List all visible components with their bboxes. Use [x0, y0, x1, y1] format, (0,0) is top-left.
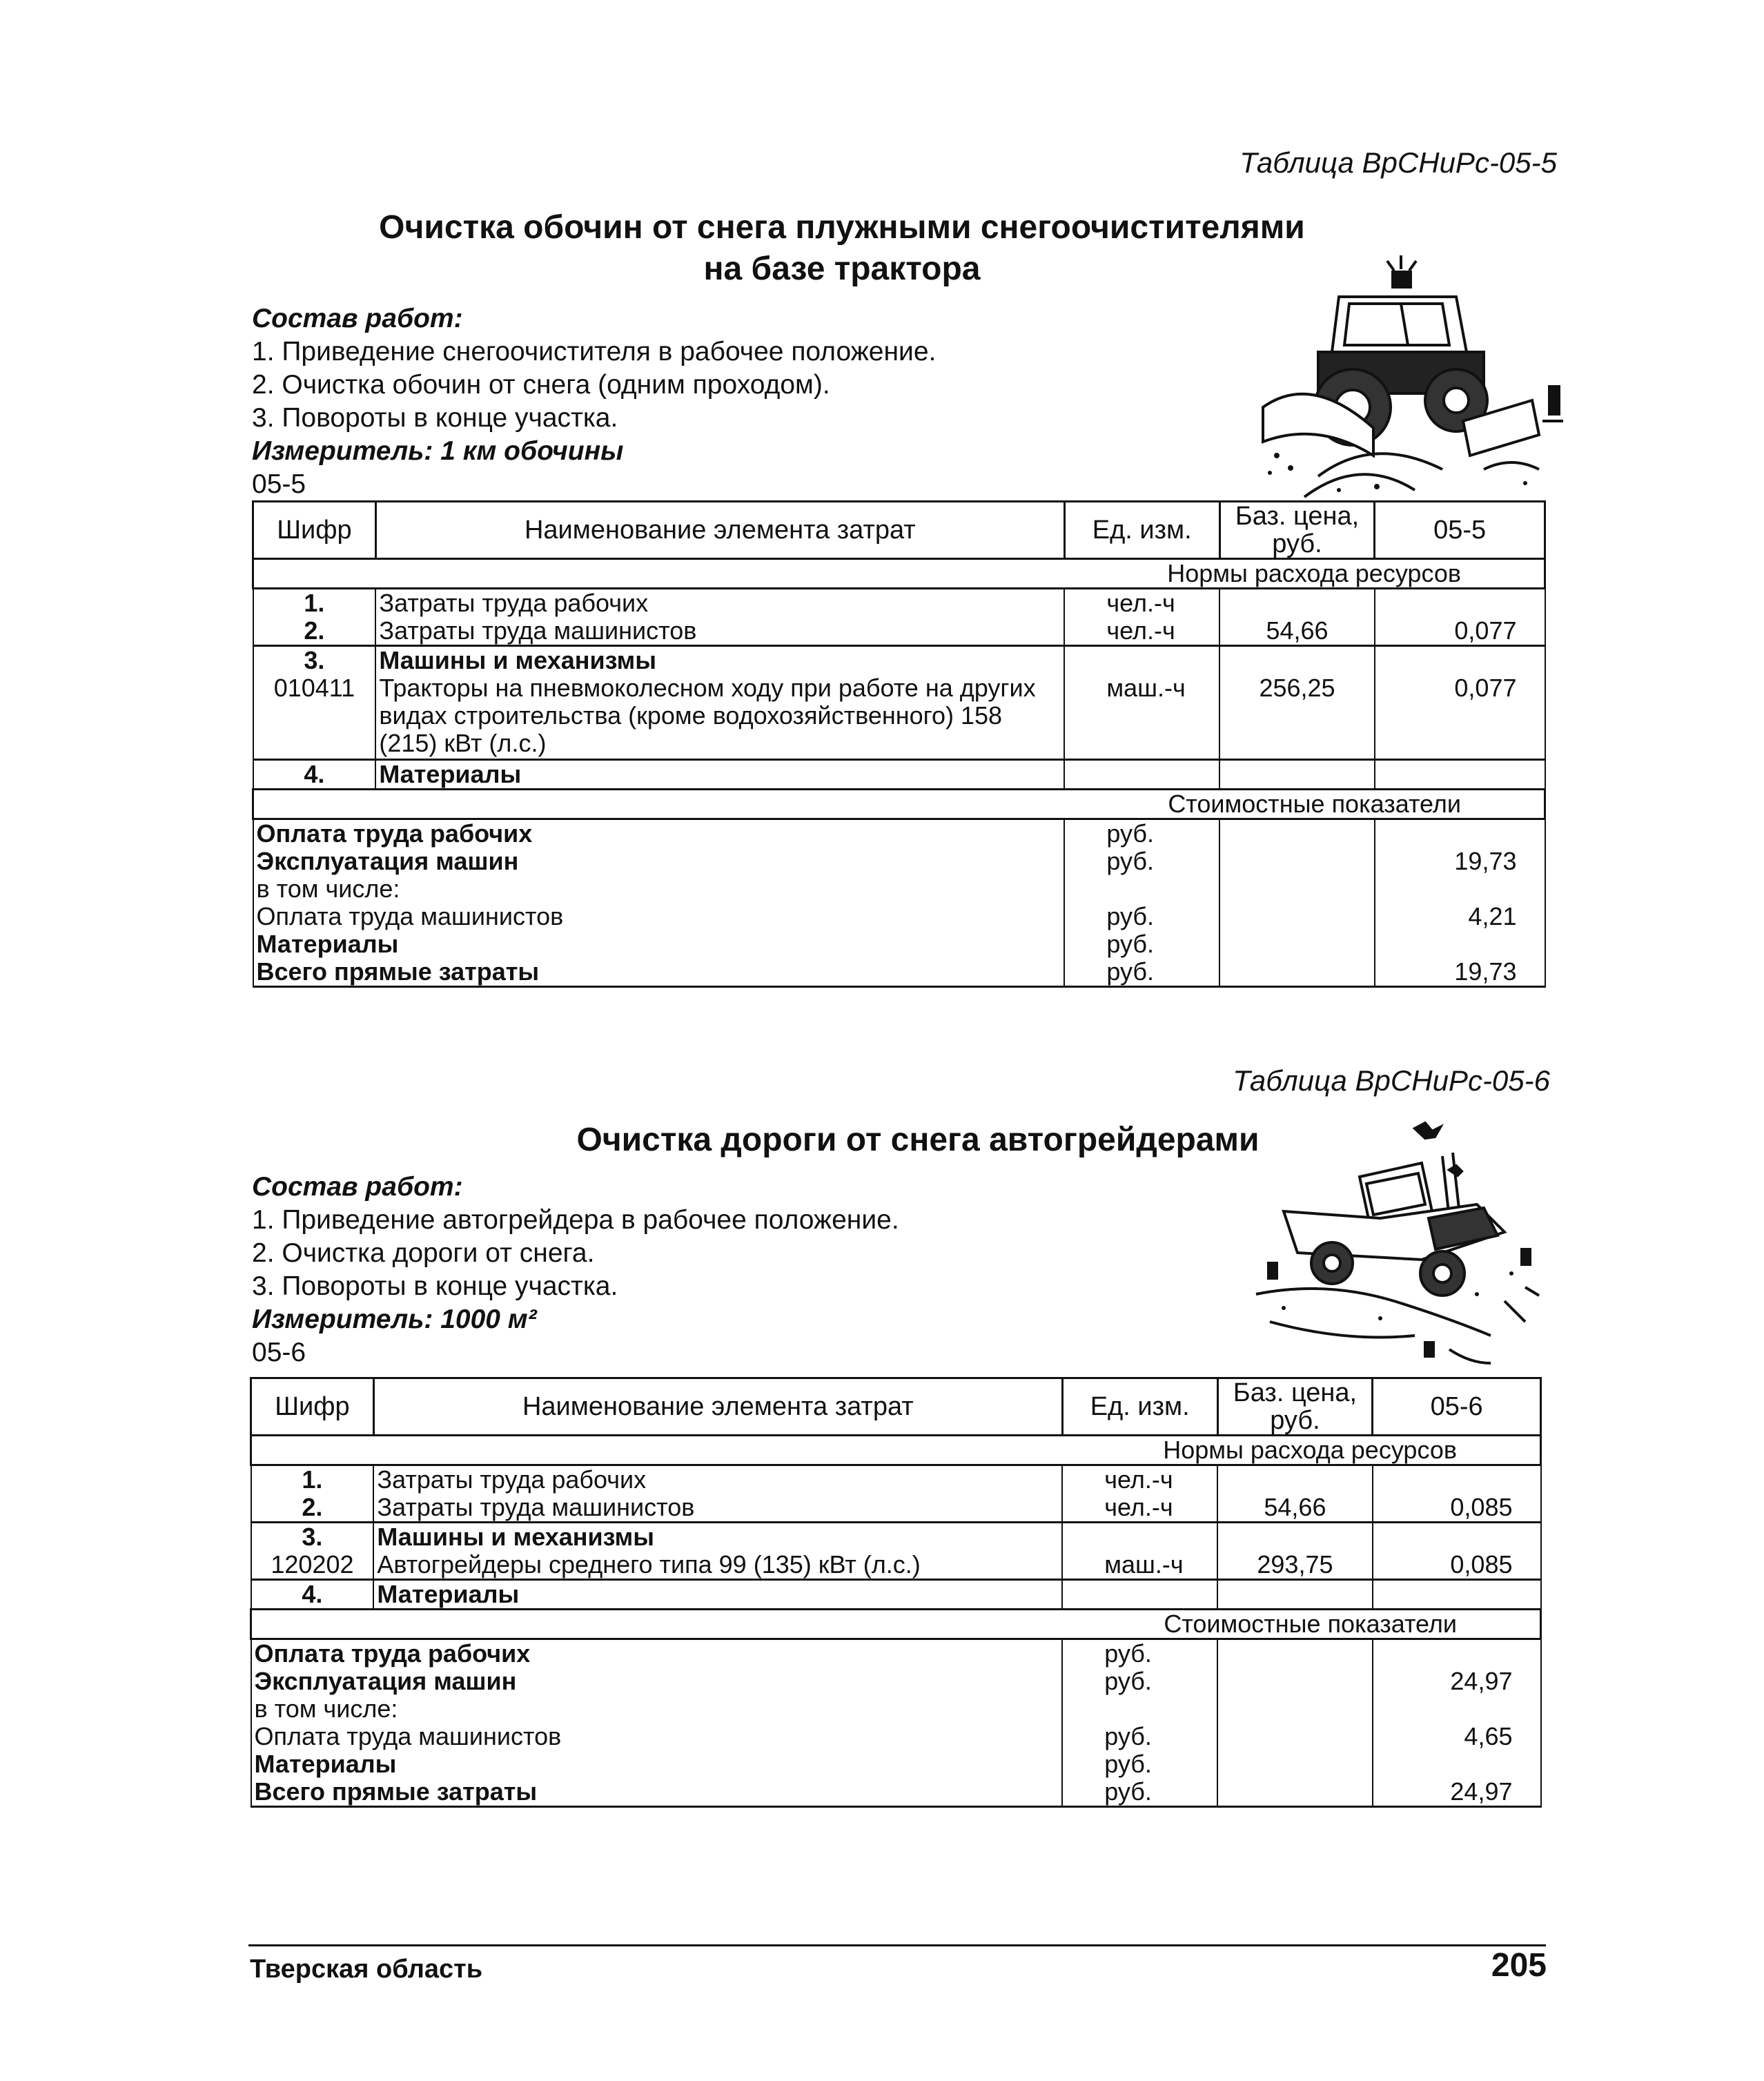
cost-unit: руб. [1064, 903, 1219, 930]
cost-unit: руб. [1062, 1639, 1217, 1668]
cost-name: Эксплуатация машин [251, 1668, 1063, 1695]
work-composition-05-6 [252, 1171, 899, 1369]
cost-row [253, 930, 1545, 958]
step-2: 2. Очистка дороги от снега. [252, 1238, 595, 1268]
row-name: Тракторы на пневмоколесном ходу при работе на других видах строительства (кроме водохозяйственного) 158 (215) кВт (л.с.) [375, 674, 1064, 760]
footer-rule [248, 1944, 1546, 1946]
cost-unit: руб. [1062, 1668, 1217, 1695]
row-price: 54,66 [1219, 617, 1375, 646]
step-3: 3. Повороты в конце участка. [252, 403, 618, 433]
table-row [251, 1494, 1541, 1523]
cost-name: в том числе: [253, 875, 1065, 903]
header-name: Наименование элемента затрат [375, 502, 1064, 559]
table-row [251, 1523, 1541, 1552]
table-row [253, 589, 1545, 618]
row-name: Материалы [375, 760, 1064, 790]
cost-value: 4,21 [1375, 903, 1545, 930]
header-price: Баз. цена, руб. [1219, 502, 1375, 559]
cost-row [253, 903, 1545, 930]
cost-name: Оплата труда рабочих [253, 819, 1065, 848]
cost-row [253, 875, 1545, 903]
cost-value: 24,97 [1373, 1668, 1541, 1695]
step-1: 1. Приведение снегоочистителя в рабочее положение. [252, 337, 937, 367]
cost-value: 4,65 [1373, 1723, 1541, 1750]
row-price: 293,75 [1217, 1551, 1373, 1580]
cost-row [251, 1778, 1541, 1807]
cost-name: в том числе: [251, 1695, 1063, 1723]
table-row [253, 646, 1545, 675]
row-value: 0,085 [1373, 1494, 1541, 1523]
cost-unit: руб. [1064, 819, 1219, 848]
row-price [1219, 589, 1375, 618]
row-num: 4. [253, 760, 376, 790]
row-value [1373, 1465, 1541, 1494]
measure-unit: Измеритель: 1000 м² [252, 1305, 537, 1334]
section-cost-row [253, 790, 1545, 819]
norms-table-05-6 [250, 1377, 1542, 1808]
row-name: Материалы [373, 1580, 1062, 1610]
cost-row [253, 819, 1545, 848]
page-number: 205 [1491, 1947, 1547, 1984]
cost-name: Оплата труда машинистов [253, 903, 1065, 930]
cost-unit: руб. [1064, 958, 1219, 987]
cost-unit: руб. [1062, 1778, 1217, 1807]
cost-row [251, 1695, 1541, 1723]
row-num: 3. [251, 1523, 374, 1552]
header-norm-code: 05-6 [1373, 1378, 1541, 1436]
cost-name: Всего прямые затраты [251, 1778, 1063, 1807]
table-caption-05-5: Таблица ВрСНиРс-05-5 [1239, 146, 1557, 179]
row-num: 1. [253, 589, 376, 618]
measure-unit: Измеритель: 1 км обочины [252, 436, 624, 466]
header-unit: Ед. изм. [1064, 502, 1219, 559]
cost-name: Материалы [253, 930, 1065, 958]
cost-value [1375, 819, 1545, 848]
header-name: Наименование элемента затрат [373, 1378, 1062, 1436]
cost-name: Оплата труда машинистов [251, 1723, 1063, 1750]
cost-row [251, 1639, 1541, 1668]
section-norms-label: Нормы расхода ресурсов [251, 1436, 1541, 1465]
norm-code: 05-6 [252, 1338, 306, 1367]
snowplow-tractor-icon [1235, 248, 1567, 504]
row-unit: чел.-ч [1064, 617, 1219, 646]
row-price: 256,25 [1219, 674, 1375, 760]
row-name: Затраты труда рабочих [373, 1465, 1062, 1494]
header-shifr: Шифр [253, 502, 376, 559]
cost-name: Всего прямые затраты [253, 958, 1065, 987]
composition-label: Состав работ: [252, 1172, 463, 1202]
row-unit: маш.-ч [1062, 1551, 1217, 1580]
table-caption-05-6: Таблица ВрСНиРс-05-6 [1233, 1064, 1550, 1097]
table-header-row [253, 502, 1545, 559]
footer-region: Тверская область [250, 1955, 483, 1984]
table-row [251, 1465, 1541, 1494]
cost-name: Оплата труда рабочих [251, 1639, 1063, 1668]
row-value: 0,077 [1375, 674, 1545, 760]
cost-unit: руб. [1062, 1750, 1217, 1778]
row-num: 2. [253, 617, 376, 646]
table-row [253, 617, 1545, 646]
row-name: Затраты труда машинистов [375, 617, 1064, 646]
header-shifr: Шифр [251, 1378, 374, 1436]
row-num: 010411 [253, 674, 376, 760]
section-norms-row [251, 1436, 1541, 1465]
section-cost-label: Стоимостные показатели [253, 790, 1545, 819]
table-row [253, 674, 1545, 760]
cost-value: 19,73 [1375, 848, 1545, 875]
row-num: 3. [253, 646, 376, 675]
row-name: Затраты труда машинистов [373, 1494, 1062, 1523]
row-num: 2. [251, 1494, 374, 1523]
section-title-05-6: Очистка дороги от снега автогрейдерами [576, 1122, 1260, 1158]
row-unit: чел.-ч [1062, 1494, 1217, 1523]
norms-table-05-5 [252, 500, 1546, 988]
cost-row [251, 1668, 1541, 1695]
cost-unit: руб. [1064, 848, 1219, 875]
row-name: Машины и механизмы [373, 1523, 1062, 1552]
cost-unit: руб. [1064, 930, 1219, 958]
row-price [1217, 1465, 1373, 1494]
table-row [251, 1580, 1541, 1610]
row-unit: чел.-ч [1062, 1465, 1217, 1494]
section-cost-label: Стоимостные показатели [251, 1610, 1541, 1639]
row-value [1375, 589, 1545, 618]
work-composition-05-5 [252, 302, 936, 501]
cost-value: 24,97 [1373, 1778, 1541, 1807]
row-unit: чел.-ч [1064, 589, 1219, 618]
cost-unit: руб. [1062, 1723, 1217, 1750]
composition-label: Состав работ: [252, 304, 463, 333]
cost-name: Эксплуатация машин [253, 848, 1065, 875]
title-line-1: Очистка обочин от снега плужными снегоочистителями [379, 209, 1305, 246]
header-norm-code: 05-5 [1375, 502, 1545, 559]
cost-name: Материалы [251, 1750, 1063, 1778]
row-num: 1. [251, 1465, 374, 1494]
cost-value: 19,73 [1375, 958, 1545, 987]
norm-code: 05-5 [252, 469, 306, 499]
row-price: 54,66 [1217, 1494, 1373, 1523]
cost-row [253, 848, 1545, 875]
header-unit: Ед. изм. [1062, 1378, 1217, 1436]
cost-value [1373, 1639, 1541, 1668]
section-norms-row [253, 559, 1545, 589]
row-name: Автогрейдеры среднего типа 99 (135) кВт (л.с.) [373, 1551, 1062, 1580]
row-num: 120202 [251, 1551, 374, 1580]
cost-row [253, 958, 1545, 987]
row-value: 0,077 [1375, 617, 1545, 646]
row-value: 0,085 [1373, 1551, 1541, 1580]
table-row [251, 1551, 1541, 1580]
section-norms-label: Нормы расхода ресурсов [253, 559, 1545, 589]
title-line-2: на базе трактора [703, 251, 981, 287]
row-name: Затраты труда рабочих [375, 589, 1064, 618]
header-price: Баз. цена, руб. [1217, 1378, 1373, 1436]
table-row [253, 760, 1545, 790]
step-2: 2. Очистка обочин от снега (одним проходом). [252, 370, 830, 400]
cost-row [251, 1723, 1541, 1750]
row-num: 4. [251, 1580, 374, 1610]
row-name: Машины и механизмы [375, 646, 1064, 675]
row-unit: маш.-ч [1064, 674, 1219, 760]
cost-row [251, 1750, 1541, 1778]
section-cost-row [251, 1610, 1541, 1639]
step-3: 3. Повороты в конце участка. [252, 1271, 618, 1301]
step-1: 1. Приведение автогрейдера в рабочее положение. [252, 1205, 899, 1235]
table-header-row [251, 1378, 1541, 1436]
motor-grader-icon [1242, 1115, 1546, 1370]
